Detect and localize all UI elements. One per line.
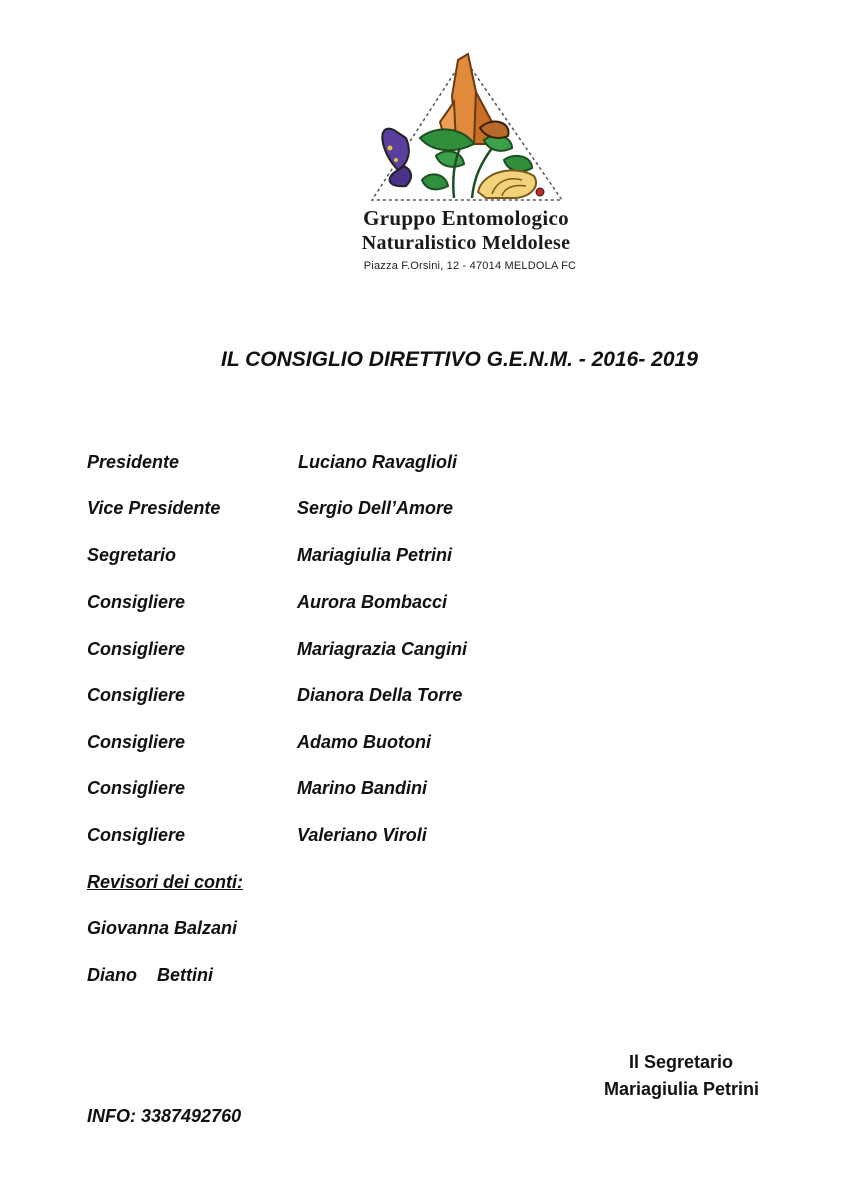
logo-name-line2: Naturalistico Meldolese: [361, 232, 571, 254]
member-row: [0, 825, 852, 851]
member-role: Consigliere: [87, 825, 186, 845]
member-name: Sergio Dell’Amore: [297, 498, 454, 518]
auditor-name: Diano Bettini: [87, 965, 213, 985]
member-row: [0, 639, 852, 665]
member-row: [0, 778, 852, 804]
member-name: Marino Bandini: [297, 778, 427, 798]
member-name: Aurora Bombacci: [297, 592, 448, 612]
member-role: Consigliere: [87, 732, 186, 752]
member-row: [0, 452, 852, 478]
member-role: Consigliere: [87, 639, 186, 659]
organization-logo: [336, 52, 596, 280]
logo-address: Piazza F.Orsini, 12 - 47014 MELDOLA FC: [363, 260, 577, 272]
member-row: [0, 685, 852, 711]
signature-name: Mariagiulia Petrini: [604, 1079, 760, 1099]
member-row: [0, 545, 852, 571]
auditor-name: Giovanna Balzani: [87, 918, 238, 938]
document-title: IL CONSIGLIO DIRETTIVO G.E.N.M. - 2016- 2019: [221, 348, 698, 371]
member-name: Dianora Della Torre: [297, 685, 463, 705]
member-name: Adamo Buotoni: [297, 732, 431, 752]
auditors-heading: Revisori dei conti:: [87, 872, 244, 892]
member-role: Consigliere: [87, 685, 186, 705]
member-row: [0, 732, 852, 758]
info-contact: INFO: 3387492760: [87, 1106, 242, 1126]
member-role: Presidente: [87, 452, 180, 472]
member-name: Mariagrazia Cangini: [297, 639, 468, 659]
member-name: Mariagiulia Petrini: [297, 545, 453, 565]
logo-name-line1: Gruppo Entomologico: [363, 206, 569, 230]
signature-title: Il Segretario: [629, 1052, 734, 1072]
member-row: [0, 592, 852, 618]
member-role: Consigliere: [87, 592, 186, 612]
logo-emblem-icon: [336, 52, 596, 204]
member-name: Luciano Ravaglioli: [298, 452, 458, 472]
member-role: Consigliere: [87, 778, 186, 798]
member-row: [0, 498, 852, 524]
member-role: Segretario: [87, 545, 177, 565]
member-name: Valeriano Viroli: [297, 825, 427, 845]
member-role: Vice Presidente: [87, 498, 221, 518]
